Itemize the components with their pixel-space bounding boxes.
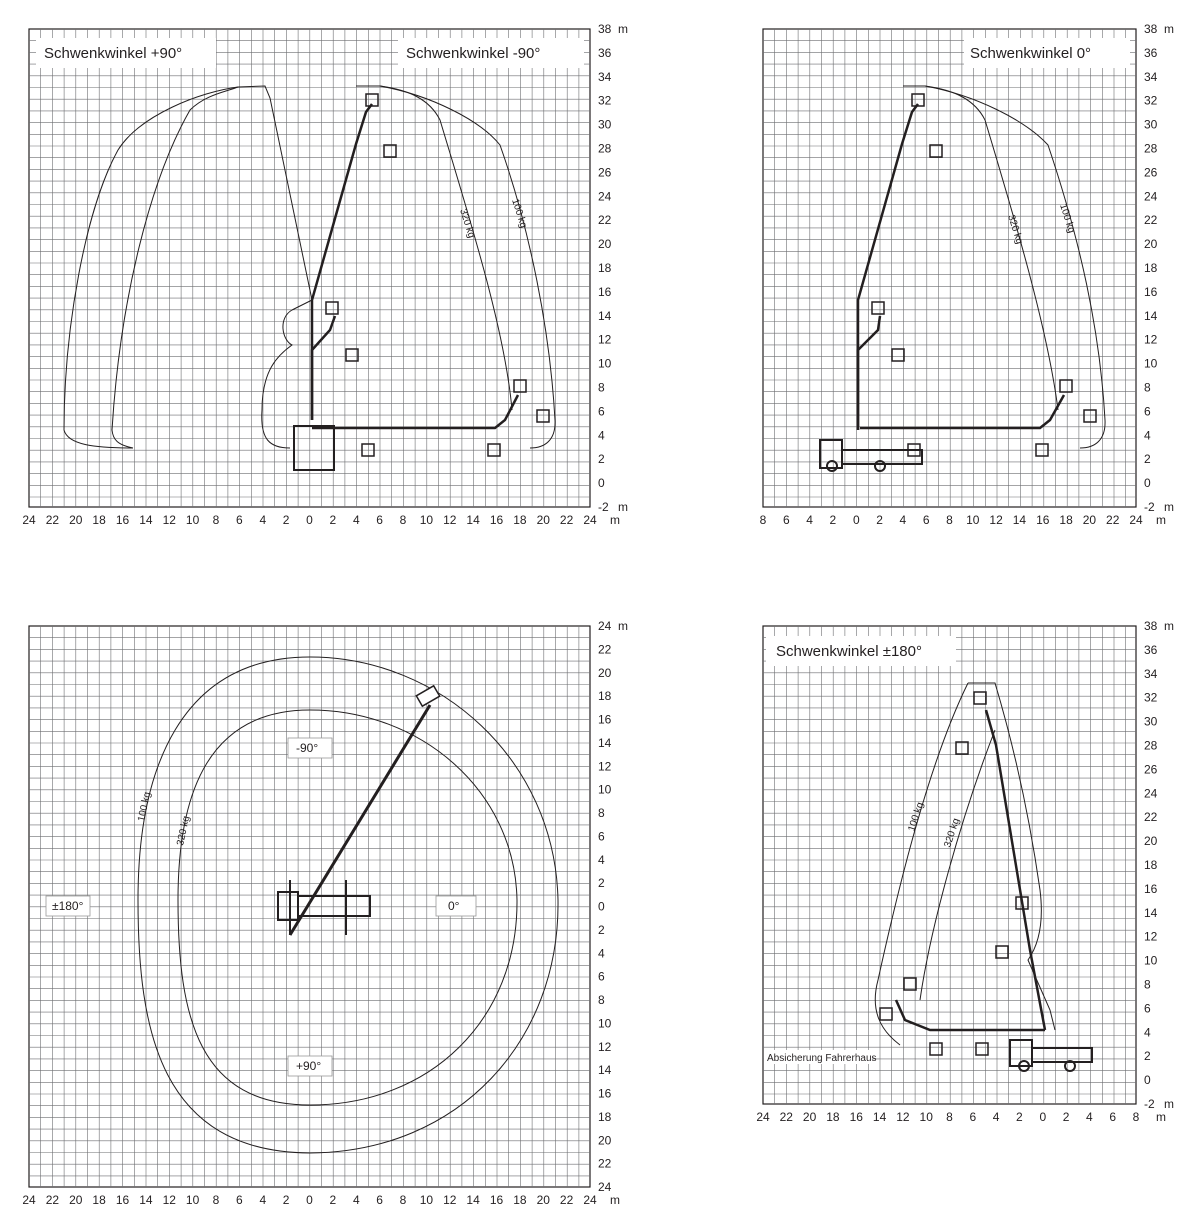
x-tick-label: 6 <box>969 1110 977 1124</box>
x-tick-label: 6 <box>236 1193 243 1207</box>
y-tick-label: 24 <box>598 1180 612 1194</box>
curve-label-100kg: 100 kg <box>509 197 529 230</box>
platform-basket <box>1084 410 1096 422</box>
x-unit-label: m <box>610 1193 620 1207</box>
x-tick-label: 8 <box>399 1193 407 1207</box>
x-tick-label: 14 <box>139 1193 153 1207</box>
y-tick-label: 2 <box>598 876 605 891</box>
x-tick-label: 0 <box>852 513 860 527</box>
x-tick-label: 12 <box>443 1193 457 1207</box>
x-tick-label: 18 <box>513 1193 527 1207</box>
x-tick-label: 2 <box>1016 1110 1023 1124</box>
x-tick-label: 16 <box>489 1193 504 1207</box>
y-tick-label: 0 <box>1144 476 1151 491</box>
x-tick-label: 4 <box>1086 1110 1093 1124</box>
y-tick-label: 26 <box>1144 165 1158 180</box>
x-unit-label: m <box>1156 513 1166 527</box>
curve-label-320kg: 320 kg <box>942 816 963 849</box>
y-tick-label: 18 <box>1144 261 1158 275</box>
y-tick-label: 4 <box>598 852 605 867</box>
y-tick-label: 14 <box>1144 308 1158 323</box>
y-tick-label: 10 <box>598 782 612 797</box>
curve-label-320kg: 320 kg <box>457 207 477 240</box>
x-tick-label: 10 <box>419 513 434 527</box>
y-tick-label: 36 <box>1144 45 1158 60</box>
x-tick-label: 0 <box>306 1193 313 1207</box>
platform-basket <box>976 1043 988 1055</box>
grid <box>763 29 1136 507</box>
angle-label-plus-90: +90° <box>296 1059 322 1073</box>
y-unit-label: m <box>1164 22 1174 36</box>
x-axis-ticks <box>756 1110 1166 1124</box>
x-axis-ticks <box>760 513 1166 527</box>
x-tick-label: 4 <box>992 1110 1000 1124</box>
x-tick-label: 20 <box>1082 513 1097 527</box>
platform-basket <box>974 692 986 704</box>
x-tick-label: 0 <box>1039 1110 1047 1124</box>
truck-side-view <box>820 440 922 471</box>
x-tick-label: 4 <box>352 513 360 527</box>
y-axis-ticks <box>1144 619 1174 1111</box>
x-tick-label: 10 <box>966 513 980 527</box>
y-tick-label: 28 <box>1144 738 1158 753</box>
grid <box>763 626 1136 1104</box>
y-tick-label: 8 <box>598 380 605 395</box>
curve-label-320kg: 320 kg <box>175 814 193 847</box>
y-tick-label: 30 <box>598 117 612 132</box>
title-left: Schwenkwinkel ±180° <box>776 643 922 660</box>
x-tick-label: 2 <box>282 1193 290 1207</box>
title-right: Schwenkwinkel -90° <box>406 45 541 62</box>
x-unit-label: m <box>1156 1110 1166 1124</box>
y-tick-label: -2 <box>1144 500 1155 514</box>
y-tick-label: 16 <box>598 1086 612 1101</box>
y-tick-label: 20 <box>1144 237 1158 252</box>
working-range-100kg-right <box>356 86 555 448</box>
x-tick-label: 20 <box>69 513 83 527</box>
x-tick-label: 18 <box>92 1193 106 1207</box>
x-tick-label: 8 <box>946 1110 953 1124</box>
x-tick-label: 10 <box>185 1193 200 1207</box>
y-tick-label: 12 <box>1144 332 1158 347</box>
x-tick-label: 6 <box>376 513 383 527</box>
y-tick-label: 0 <box>598 899 605 914</box>
working-range-100kg <box>968 683 1055 1030</box>
x-tick-label: 4 <box>352 1193 360 1207</box>
platform-basket <box>326 302 338 314</box>
x-tick-label: 14 <box>1012 513 1027 527</box>
y-tick-label: 6 <box>1144 1001 1151 1016</box>
y-tick-label: 22 <box>598 642 612 657</box>
x-tick-label: 0 <box>306 513 313 527</box>
y-tick-label: 38 <box>1144 22 1158 36</box>
truck-top-view <box>278 880 370 935</box>
y-tick-label: 6 <box>598 969 605 984</box>
angle-label-0: 0° <box>448 899 460 913</box>
platform-basket <box>892 349 904 361</box>
platform-basket <box>537 410 549 422</box>
y-unit-label: m <box>618 619 628 633</box>
y-tick-label: 26 <box>598 165 612 180</box>
y-tick-label: 2 <box>1144 452 1151 467</box>
y-tick-label: 10 <box>598 356 612 371</box>
y-tick-label: 34 <box>1144 69 1158 84</box>
x-tick-label: 14 <box>139 513 153 527</box>
x-tick-label: 16 <box>489 513 504 527</box>
x-tick-label: 16 <box>1036 513 1050 527</box>
y-tick-label: 30 <box>1144 117 1158 132</box>
boom-upper <box>858 104 918 430</box>
x-tick-label: 4 <box>899 513 907 527</box>
title-right: Schwenkwinkel 0° <box>970 45 1092 62</box>
x-tick-label: 14 <box>466 513 480 527</box>
x-axis-ticks <box>22 513 620 527</box>
y-tick-label: 12 <box>1144 929 1158 944</box>
x-tick-label: 12 <box>443 513 457 527</box>
curve-label-100kg: 100 kg <box>1057 202 1077 235</box>
y-axis-ticks <box>598 22 628 514</box>
x-tick-label: 12 <box>989 513 1003 527</box>
boom-horizontal <box>896 1000 1045 1030</box>
x-tick-label: 14 <box>872 1110 887 1124</box>
y-tick-label: 18 <box>598 1109 612 1124</box>
truck-side-view <box>1010 1040 1092 1071</box>
x-tick-label: 20 <box>536 1193 550 1207</box>
y-tick-label: 14 <box>598 735 612 750</box>
title-left: Schwenkwinkel +90° <box>44 45 183 62</box>
x-axis-ticks <box>22 1193 620 1207</box>
y-tick-label: 4 <box>598 428 605 443</box>
x-tick-label: 4 <box>806 513 813 527</box>
x-tick-label: 22 <box>1106 513 1120 527</box>
curve-label-100kg: 100 kg <box>906 800 927 833</box>
y-unit-label-bottom: m <box>1164 1097 1174 1111</box>
y-tick-label: 20 <box>598 1133 612 1148</box>
y-tick-label: 22 <box>598 1156 612 1171</box>
y-tick-label: 22 <box>1144 810 1158 825</box>
platform-basket <box>1060 380 1072 392</box>
y-tick-label: 16 <box>1144 284 1158 299</box>
x-tick-label: 18 <box>1059 513 1073 527</box>
platform-basket <box>930 1043 942 1055</box>
y-tick-label: 16 <box>598 712 612 727</box>
x-tick-label: 6 <box>236 513 243 527</box>
y-unit-label-bottom: m <box>618 500 628 514</box>
x-tick-label: 10 <box>419 1193 434 1207</box>
y-tick-label: 34 <box>1144 666 1158 681</box>
x-tick-label: 22 <box>559 1193 574 1207</box>
y-tick-label: -2 <box>598 500 609 514</box>
note-cab-protection: Absicherung Fahrerhaus <box>767 1053 877 1064</box>
y-tick-label: 14 <box>1144 905 1158 920</box>
y-tick-label: 12 <box>598 759 612 774</box>
x-tick-label: 24 <box>22 513 36 527</box>
y-tick-label: 38 <box>598 22 612 36</box>
y-tick-label: 20 <box>1144 834 1158 849</box>
y-tick-label: 18 <box>598 261 612 275</box>
y-tick-label: 30 <box>1144 714 1158 729</box>
y-tick-label: 18 <box>1144 858 1158 872</box>
x-tick-label: 2 <box>282 513 290 527</box>
y-tick-label: 36 <box>1144 642 1158 657</box>
panel-side-view-180 <box>756 619 1174 1124</box>
y-tick-label: 16 <box>598 284 612 299</box>
x-tick-label: 18 <box>92 513 106 527</box>
x-tick-label: 8 <box>399 513 407 527</box>
x-tick-label: 16 <box>115 1193 130 1207</box>
y-tick-label: 0 <box>1144 1073 1151 1088</box>
y-unit-label-bottom: m <box>1164 500 1174 514</box>
working-range-320kg <box>920 730 995 1000</box>
panel-top-view <box>22 619 628 1207</box>
plot-border <box>763 29 1136 507</box>
x-tick-label: 22 <box>559 513 574 527</box>
platform-basket <box>872 302 884 314</box>
platform-basket <box>346 349 358 361</box>
x-tick-label: 22 <box>45 513 60 527</box>
y-tick-label: 24 <box>598 189 612 204</box>
y-tick-label: 32 <box>1144 93 1158 108</box>
x-tick-label: 24 <box>583 513 597 527</box>
y-unit-label: m <box>1164 619 1174 633</box>
y-tick-label: 4 <box>598 946 605 961</box>
y-tick-label: 18 <box>598 689 612 704</box>
x-tick-label: 2 <box>329 1193 337 1207</box>
y-tick-label: 32 <box>598 93 612 108</box>
curve-label-320kg: 320 kg <box>1005 213 1025 246</box>
x-tick-label: 12 <box>162 513 176 527</box>
y-tick-label: 26 <box>1144 762 1158 777</box>
x-tick-label: 20 <box>69 1193 83 1207</box>
x-tick-label: 24 <box>22 1193 36 1207</box>
y-tick-label: 36 <box>598 45 612 60</box>
y-tick-label: 8 <box>1144 380 1151 395</box>
y-tick-label: 10 <box>1144 356 1158 371</box>
x-tick-label: 10 <box>185 513 200 527</box>
angle-label-180: ±180° <box>52 899 84 913</box>
y-tick-label: 28 <box>598 141 612 156</box>
x-tick-label: 14 <box>466 1193 480 1207</box>
y-tick-label: 32 <box>1144 690 1158 705</box>
x-tick-label: 18 <box>513 513 527 527</box>
y-unit-label: m <box>618 22 628 36</box>
y-tick-label: 8 <box>598 806 605 820</box>
y-tick-label: 6 <box>598 404 605 419</box>
y-tick-label: 20 <box>598 665 612 680</box>
plot-border <box>763 626 1136 1104</box>
panel-side-view-plus-minus-90 <box>22 22 628 527</box>
curve-label-100kg: 100 kg <box>136 790 154 823</box>
y-tick-label: 34 <box>598 69 612 84</box>
platform-basket <box>416 686 439 706</box>
x-tick-label: 4 <box>259 1193 267 1207</box>
x-tick-label: 2 <box>1062 1110 1070 1124</box>
x-tick-label: 2 <box>829 513 837 527</box>
y-axis-ticks <box>598 619 628 1194</box>
x-tick-label: 16 <box>849 1110 863 1124</box>
y-tick-label: 14 <box>598 308 612 323</box>
y-tick-label: 2 <box>598 922 605 937</box>
y-tick-label: 12 <box>598 1039 612 1054</box>
y-tick-label: 10 <box>598 1016 612 1031</box>
y-tick-label: -2 <box>1144 1097 1155 1111</box>
y-axis-ticks <box>1144 22 1174 514</box>
x-tick-label: 22 <box>779 1110 793 1124</box>
x-tick-label: 8 <box>212 513 220 527</box>
platform-basket <box>514 380 526 392</box>
x-unit-label: m <box>610 513 620 527</box>
x-tick-label: 12 <box>896 1110 910 1124</box>
x-tick-label: 16 <box>115 513 130 527</box>
y-tick-label: 16 <box>1144 881 1158 896</box>
y-tick-label: 24 <box>1144 786 1158 801</box>
x-tick-label: 6 <box>922 513 930 527</box>
y-tick-label: 8 <box>1144 977 1151 992</box>
y-tick-label: 6 <box>1144 404 1151 419</box>
y-tick-label: 4 <box>1144 1025 1151 1040</box>
x-tick-label: 20 <box>536 513 550 527</box>
boom-upper <box>312 104 372 420</box>
x-tick-label: 12 <box>162 1193 176 1207</box>
x-tick-label: 20 <box>802 1110 817 1124</box>
x-tick-label: 24 <box>1129 513 1143 527</box>
y-tick-label: 4 <box>1144 428 1151 443</box>
y-tick-label: 14 <box>598 1063 612 1078</box>
platform-basket <box>930 145 942 157</box>
x-tick-label: 6 <box>1109 1110 1117 1124</box>
x-tick-label: 4 <box>259 513 267 527</box>
x-tick-label: 2 <box>329 513 337 527</box>
y-tick-label: 2 <box>598 452 605 467</box>
x-tick-label: 22 <box>45 1193 60 1207</box>
working-range-320kg-left <box>112 87 238 448</box>
y-tick-label: 2 <box>1144 1049 1151 1064</box>
working-range-100kg <box>903 86 1105 448</box>
y-tick-label: 6 <box>598 829 605 844</box>
x-tick-label: 8 <box>1132 1110 1140 1124</box>
y-tick-label: 22 <box>1144 213 1158 228</box>
platform-basket <box>880 1008 892 1020</box>
x-tick-label: 24 <box>583 1193 597 1207</box>
x-tick-label: 18 <box>826 1110 840 1124</box>
panel-side-view-0 <box>760 22 1174 527</box>
x-tick-label: 24 <box>756 1110 770 1124</box>
vehicle-rear-view <box>294 426 334 470</box>
platform-basket <box>904 978 916 990</box>
y-tick-label: 8 <box>598 993 605 1007</box>
y-tick-label: 38 <box>1144 619 1158 633</box>
x-tick-label: 6 <box>376 1193 383 1207</box>
y-tick-label: 20 <box>598 237 612 252</box>
angle-label-minus-90: -90° <box>296 741 319 755</box>
x-tick-label: 8 <box>946 513 953 527</box>
y-tick-label: 24 <box>1144 189 1158 204</box>
platform-basket <box>384 145 396 157</box>
y-tick-label: 24 <box>598 619 612 633</box>
x-tick-label: 8 <box>759 513 767 527</box>
x-tick-label: 10 <box>919 1110 933 1124</box>
x-tick-label: 8 <box>212 1193 220 1207</box>
y-tick-label: 10 <box>1144 953 1158 968</box>
platform-basket <box>996 946 1008 958</box>
y-tick-label: 28 <box>1144 141 1158 156</box>
y-tick-label: 0 <box>598 476 605 491</box>
y-tick-label: 22 <box>598 213 612 228</box>
x-tick-label: 2 <box>876 513 883 527</box>
y-tick-label: 12 <box>598 332 612 347</box>
x-tick-label: 6 <box>782 513 790 527</box>
